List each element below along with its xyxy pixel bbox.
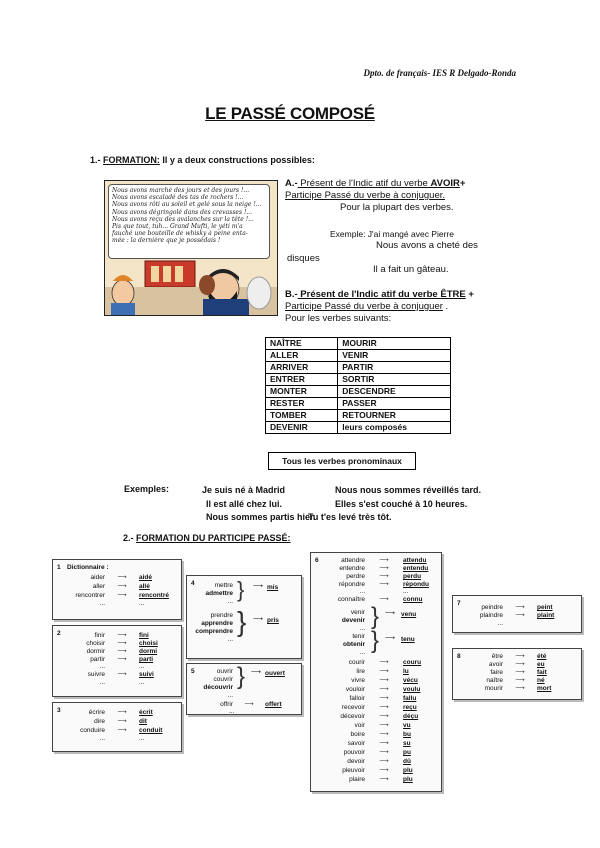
bubble-line: Nous avons reçu des avalanches sur la tête !... xyxy=(112,215,254,223)
etre-verbs-table xyxy=(265,337,451,434)
example-sentence: Il est allé chez lui. xyxy=(206,498,283,509)
pp-row: partir ⟶ parti xyxy=(59,656,153,664)
part-a-example3: Il a fait un gâteau. xyxy=(373,264,449,275)
participle: eu xyxy=(537,661,545,668)
participle: ... xyxy=(139,735,145,742)
pp-row: être ⟶ été xyxy=(459,653,546,661)
infinitive: vouloir xyxy=(345,686,365,693)
pp-row xyxy=(317,668,409,676)
infinitive: obtenir xyxy=(342,641,365,648)
infinitive: découvrir xyxy=(203,684,233,691)
infinitive: ... xyxy=(99,735,105,742)
arrow-icon: ⟶ xyxy=(379,731,389,738)
infinitive: perdre xyxy=(346,573,365,580)
pp-box-3 xyxy=(52,702,182,752)
infinitive: aller xyxy=(92,583,105,590)
table-row xyxy=(266,362,451,374)
table-cell: PASSER xyxy=(338,398,451,410)
part-a-line3: Pour la plupart des verbes. xyxy=(340,202,454,213)
pp-row xyxy=(59,600,144,608)
brace-icon: } xyxy=(237,577,245,602)
infinitive: connaître xyxy=(337,596,365,603)
participle: mis xyxy=(267,584,279,591)
table-row xyxy=(266,398,451,410)
infinitive: vivre xyxy=(351,677,365,684)
participle: lu xyxy=(403,668,409,675)
participle: ... xyxy=(139,679,145,686)
example-sentence: Tu t'es levé très tôt. xyxy=(308,512,392,522)
infinitive: aider xyxy=(90,574,105,581)
pp-box-2 xyxy=(52,625,182,697)
pp-row xyxy=(317,758,411,766)
infinitive: ouvrir xyxy=(216,668,233,675)
box-number: 4 xyxy=(191,580,195,587)
participle: été xyxy=(537,653,547,660)
pp-row: conduire ⟶ conduit xyxy=(59,727,162,735)
box-number: 1 xyxy=(57,564,61,571)
table-row xyxy=(266,422,451,434)
participle: pu xyxy=(403,749,411,756)
box-number: 2 xyxy=(57,630,61,637)
part-a-line2-text: Participe Passé du verbe à conjuguer. xyxy=(285,190,446,201)
examples-label: Exemples: xyxy=(124,484,170,494)
infinitive: avoir xyxy=(488,661,503,668)
part-a xyxy=(285,178,515,214)
infinitive: offrir xyxy=(220,701,233,708)
section2-heading xyxy=(123,533,291,543)
infinitive: entendre xyxy=(339,565,365,572)
arrow-icon: ⟶ xyxy=(379,704,389,711)
arrow-icon: ⟶ xyxy=(379,686,389,693)
table-cell: RESTER xyxy=(266,398,338,410)
brace-icon: } xyxy=(371,603,380,630)
participle: venu xyxy=(401,611,417,618)
infinitive: falloir xyxy=(349,695,365,702)
arrow-icon: ⟶ xyxy=(379,749,389,756)
table-cell: RETOURNER xyxy=(338,410,451,422)
pp-row: dormir ⟶ dormi xyxy=(59,648,157,656)
section1-heading xyxy=(90,155,315,165)
box-number: 6 xyxy=(315,557,319,564)
pp-row xyxy=(317,767,413,775)
pp-row xyxy=(317,740,411,748)
part-a-verb: AVOIR xyxy=(430,178,460,189)
participle: parti xyxy=(139,656,154,663)
infinitive: attendre xyxy=(341,557,365,564)
participle: peint xyxy=(537,604,553,611)
infinitive: ... xyxy=(359,625,365,632)
infinitive: ... xyxy=(227,598,233,605)
pp-row xyxy=(317,695,416,703)
part-a-line2 xyxy=(285,190,515,202)
participle: rencontré xyxy=(139,592,169,599)
box-number: 8 xyxy=(457,653,461,660)
infinitive: lire xyxy=(356,668,365,675)
infinitive: ... xyxy=(99,600,105,607)
participle: né xyxy=(537,677,545,684)
participle: offert xyxy=(265,701,282,708)
arrow-icon: ⟶ xyxy=(379,722,389,729)
infinitive: choisir xyxy=(86,640,105,647)
table-row xyxy=(266,350,451,362)
arrow-icon: ⟶ xyxy=(385,635,396,642)
table-cell: DEVENIR xyxy=(266,422,338,434)
brace-icon: } xyxy=(237,663,246,690)
infinitive: ... xyxy=(359,649,365,656)
part-a-plus: + xyxy=(459,178,466,189)
arrow-icon: ⟶ xyxy=(379,758,389,765)
table-cell: MONTER xyxy=(266,386,338,398)
table-row xyxy=(266,410,451,422)
infinitive: dire xyxy=(94,718,105,725)
infinitive: partir xyxy=(90,656,105,663)
participle: mort xyxy=(537,685,552,692)
part-a-label: A.- xyxy=(285,178,298,189)
pp-row xyxy=(317,659,421,667)
section1-number: 1.- xyxy=(90,155,101,165)
bubble-line: Nous avons escaladé des tas de rochers !... xyxy=(112,194,244,202)
pp-row: entendre ⟶ entendu xyxy=(317,565,428,573)
pp-row xyxy=(317,776,413,784)
comic-illustration xyxy=(105,181,277,315)
infinitive: conduire xyxy=(80,727,105,734)
part-b-verb: ÊTRE xyxy=(440,289,466,300)
verb-group xyxy=(193,612,233,644)
participle: entendu xyxy=(403,565,429,572)
infinitive: rencontrer xyxy=(75,592,105,599)
examples-left xyxy=(202,484,316,525)
pp-row: écrire ⟶ écrit xyxy=(59,709,153,717)
table-cell: DESCENDRE xyxy=(338,386,451,398)
bubble-line: Pis que tout, tuh... Grand Mufti, le yéti m'a xyxy=(112,223,243,231)
infinitive: être xyxy=(491,653,503,660)
part-b-line1 xyxy=(285,289,515,301)
participle: allé xyxy=(139,583,150,590)
infinitive: comprendre xyxy=(195,628,233,635)
participle: conduit xyxy=(139,727,163,734)
table-cell: SORTIR xyxy=(338,374,451,386)
table-row xyxy=(266,386,451,398)
participle: connu xyxy=(403,596,423,603)
brace-icon: } xyxy=(237,606,247,637)
pp-row xyxy=(317,677,418,685)
infinitive: tenir xyxy=(352,633,365,640)
arrow-icon: ⟶ xyxy=(379,740,389,747)
infinitive: admettre xyxy=(205,590,233,597)
part-b-line3: Pour les verbes suivants: xyxy=(285,313,392,324)
brace-icon: } xyxy=(371,627,380,654)
part-b-line2-end: . xyxy=(442,301,449,312)
participle: aidé xyxy=(139,574,153,581)
pp-box-5 xyxy=(186,663,302,715)
infinitive: ... xyxy=(359,588,365,595)
bubble-line: Nous avons marché des jours et des jours !... xyxy=(112,187,250,194)
pp-row: dire ⟶ dit xyxy=(59,718,147,726)
examples-right xyxy=(308,484,482,525)
tintin-comic-image xyxy=(104,180,278,316)
infinitive: écrire xyxy=(88,709,105,716)
infinitive: pouvoir xyxy=(343,749,365,756)
verb-group xyxy=(193,582,233,606)
infinitive: plaindre xyxy=(479,612,503,619)
example-sentence: Nous sommes partis hier. xyxy=(206,512,316,522)
participle: plaint xyxy=(537,612,555,619)
part-a-example2: Nous avons a cheté des xyxy=(376,240,478,251)
table-cell: ALLER xyxy=(266,350,338,362)
participle: attendu xyxy=(403,557,427,564)
pp-row xyxy=(317,722,411,730)
arrow-icon: ⟶ xyxy=(253,583,264,590)
box-number: 5 xyxy=(191,668,195,675)
pp-row: aider ⟶ aidé xyxy=(59,574,152,582)
infinitive: répondre xyxy=(338,581,365,588)
infinitive: mettre xyxy=(214,582,233,589)
infinitive: apprendre xyxy=(201,620,233,627)
pp-box-7 xyxy=(452,595,582,633)
section2-number: 2.- xyxy=(123,533,134,543)
participle: plu xyxy=(403,767,413,774)
part-b-label: B.- xyxy=(285,289,298,300)
participle: dormi xyxy=(139,648,158,655)
part-a-line1-text: Présent de l'Indic atif du verbe xyxy=(297,178,431,189)
arrow-icon: ⟶ xyxy=(251,669,262,676)
participle: dit xyxy=(139,718,147,725)
table-cell: TOMBER xyxy=(266,410,338,422)
table-cell: ENTRER xyxy=(266,374,338,386)
trail-dots: ... xyxy=(229,708,235,715)
pp-row: naître ⟶ né xyxy=(459,677,545,685)
infinitive: suivre xyxy=(87,671,105,678)
infinitive: ... xyxy=(227,636,233,643)
participle: fini xyxy=(139,632,149,639)
infinitive: peindre xyxy=(481,604,503,611)
infinitive: savoir xyxy=(347,740,365,747)
pp-row xyxy=(317,749,411,757)
participle: ... xyxy=(403,588,409,595)
arrow-icon: ⟶ xyxy=(379,713,389,720)
arrow-icon: ⟶ xyxy=(253,616,264,623)
pp-box-6 xyxy=(310,552,442,792)
example-sentence: Nous nous sommes réveillés tard. xyxy=(335,485,482,495)
infinitive: couvrir xyxy=(213,676,233,683)
participle: ... xyxy=(139,663,145,670)
participle: su xyxy=(403,740,411,747)
infinitive: naître xyxy=(486,677,503,684)
box-number: 3 xyxy=(57,707,61,714)
infinitive: plaire xyxy=(349,776,365,783)
infinitive: recevoir xyxy=(341,704,365,711)
pp-row xyxy=(59,663,144,671)
infinitive: faire xyxy=(490,669,503,676)
pp-row xyxy=(459,620,503,628)
pp-box-8 xyxy=(452,648,582,700)
pp-row xyxy=(317,731,411,739)
part-b-line1-text: Présent de l'Indic atif du verbe xyxy=(297,289,441,300)
table-row xyxy=(266,338,451,350)
infinitive: courir xyxy=(348,659,365,666)
participle: plu xyxy=(403,776,413,783)
infinitive: devenir xyxy=(341,617,365,624)
pp-row: offrir ⟶ offert xyxy=(193,701,282,709)
participle: pris xyxy=(267,617,279,624)
infinitive: ... xyxy=(497,620,503,627)
pp-row: mourir ⟶ mort xyxy=(459,685,551,693)
arrow-icon: ⟶ xyxy=(379,776,389,783)
pp-row: répondre ⟶ répondu xyxy=(317,581,429,589)
bubble-line: mée : la dernière que je possédais ! xyxy=(112,237,221,245)
participle: vu xyxy=(403,722,411,729)
table-cell: MOURIR xyxy=(338,338,451,350)
part-a-example2b: disques xyxy=(287,253,320,264)
part-b-line2 xyxy=(285,301,515,313)
bubble-line: fauché une bouteille de whisky à peine enta- xyxy=(112,230,248,238)
part-b-plus: + xyxy=(465,289,474,300)
infinitive: ... xyxy=(99,679,105,686)
table-cell: leurs composés xyxy=(338,422,451,434)
pp-row: rencontrer ⟶ rencontré xyxy=(59,592,169,600)
infinitive: voir xyxy=(354,722,365,729)
infinitive: mourir xyxy=(484,685,503,692)
pp-row xyxy=(317,588,408,596)
bubble-line: Nous avons rôti au soleil et gelé sous la neige !... xyxy=(112,201,262,209)
table-cell: NAÎTRE xyxy=(266,338,338,350)
table-cell: VENIR xyxy=(338,350,451,362)
part-b-line2-text: Participe Passé du verbe à conjuguer xyxy=(285,301,443,312)
verb-group xyxy=(317,633,365,657)
participle: déçu xyxy=(403,713,419,720)
arrow-icon: ⟶ xyxy=(379,659,389,666)
pp-row: peindre ⟶ peint xyxy=(459,604,553,612)
pp-row xyxy=(317,704,417,712)
bubble-line: Nous avons dégringolé dans des crevasses !... xyxy=(112,208,253,216)
infinitive: ... xyxy=(99,663,105,670)
box-heading: Dictionnaire : xyxy=(67,564,109,571)
section1-label: FORMATION: xyxy=(103,155,160,165)
table-cell: ARRIVER xyxy=(266,362,338,374)
participle: reçu xyxy=(403,704,417,711)
pp-row: choisir ⟶ choisi xyxy=(59,640,158,648)
infinitive: prendre xyxy=(210,612,233,619)
section2-label: FORMATION DU PARTICIPE PASSÉ: xyxy=(136,533,291,543)
infinitive: venir xyxy=(350,609,365,616)
pp-row: faire ⟶ fait xyxy=(459,669,547,677)
infinitive: dormir xyxy=(86,648,105,655)
participle: bu xyxy=(403,731,411,738)
arrow-icon: ⟶ xyxy=(385,610,396,617)
example-sentence: Je suis né à Madrid xyxy=(202,485,286,495)
pp-row xyxy=(59,735,144,743)
participle: vécu xyxy=(403,677,418,684)
participle: répondu xyxy=(403,581,429,588)
part-b xyxy=(285,289,515,325)
pp-box-1 xyxy=(52,559,182,620)
arrow-icon: ⟶ xyxy=(379,695,389,702)
infinitive: devoir xyxy=(347,758,365,765)
verb-group xyxy=(317,609,365,633)
participle: ouvert xyxy=(265,670,285,677)
table-cell: PARTIR xyxy=(338,362,451,374)
participle: couru xyxy=(403,659,422,666)
pp-row: aller ⟶ allé xyxy=(59,583,150,591)
pronominal-verbs-box: Tous les verbes pronominaux xyxy=(268,452,416,470)
infinitive: ... xyxy=(227,692,233,699)
participle: tenu xyxy=(401,636,415,643)
participle: perdu xyxy=(403,573,422,580)
table-row xyxy=(266,374,451,386)
pp-row: perdre ⟶ perdu xyxy=(317,573,421,581)
part-a-line1 xyxy=(285,178,515,190)
pp-row: attendre ⟶ attendu xyxy=(317,557,426,565)
pp-row xyxy=(317,713,418,721)
participle: suivi xyxy=(139,671,154,678)
participle: dû xyxy=(403,758,411,765)
infinitive: décevoir xyxy=(340,713,365,720)
pp-row: finir ⟶ fini xyxy=(59,632,149,640)
pp-row xyxy=(317,686,420,694)
part-a-example1: Exemple: J'ai mangé avec Pierre xyxy=(330,229,454,239)
participle: choisi xyxy=(139,640,158,647)
pp-row: plaindre ⟶ plaint xyxy=(459,612,554,620)
infinitive: pleuvoir xyxy=(342,767,365,774)
pp-box-4 xyxy=(186,575,302,659)
pp-row: connaître ⟶ connu xyxy=(317,596,423,604)
pp-row xyxy=(59,679,144,687)
participle: ... xyxy=(139,600,145,607)
participle: fait xyxy=(537,669,547,676)
box-number: 7 xyxy=(457,600,461,607)
department-header: Dpto. de français- IES R Delgado-Ronda xyxy=(363,68,516,78)
arrow-icon: ⟶ xyxy=(379,677,389,684)
pp-row: suivre ⟶ suivi xyxy=(59,671,154,679)
arrow-icon: ⟶ xyxy=(379,767,389,774)
participle: voulu xyxy=(403,686,421,693)
arrow-icon: ⟶ xyxy=(379,668,389,675)
infinitive: boire xyxy=(350,731,365,738)
verb-group xyxy=(193,668,233,700)
page-title: LE PASSÉ COMPOSÉ xyxy=(205,104,375,123)
participle: écrit xyxy=(139,709,153,716)
example-sentence: Elles s'est couché à 10 heures. xyxy=(335,498,468,509)
infinitive: finir xyxy=(94,632,105,639)
section1-text: Il y a deux constructions possibles: xyxy=(159,155,315,165)
pp-row: avoir ⟶ eu xyxy=(459,661,545,669)
participle: fallu xyxy=(403,695,417,702)
